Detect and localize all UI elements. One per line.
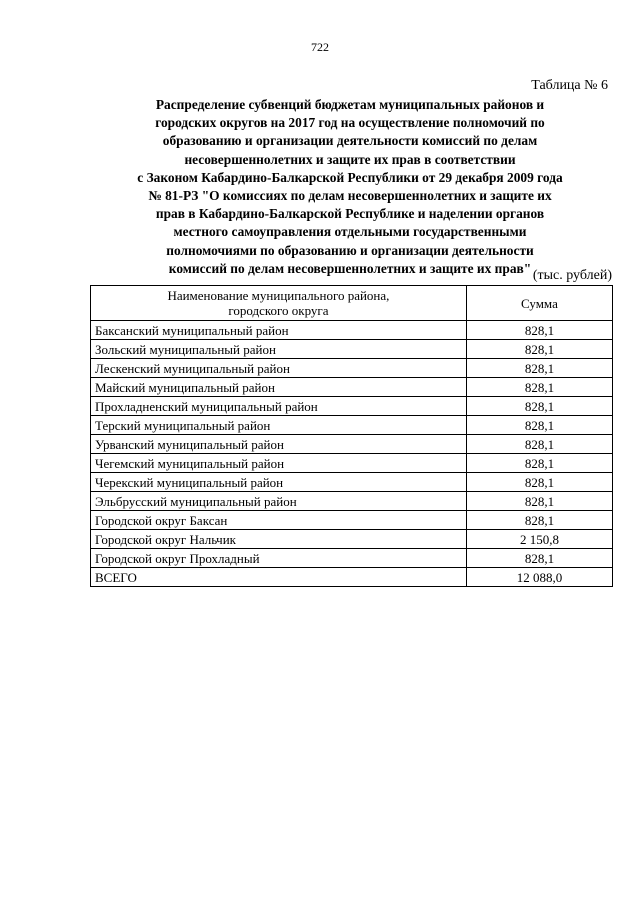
row-sum: 828,1 bbox=[466, 359, 612, 378]
row-sum: 828,1 bbox=[466, 549, 612, 568]
title-line: несовершеннолетних и защите их прав в соответствии bbox=[184, 151, 516, 167]
row-sum: 828,1 bbox=[466, 435, 612, 454]
table-row bbox=[91, 492, 613, 511]
header-sum: Сумма bbox=[466, 286, 612, 321]
document-title bbox=[95, 96, 605, 278]
row-sum: 828,1 bbox=[466, 416, 612, 435]
row-name: Баксанский муниципальный район bbox=[91, 321, 467, 340]
subvention-table bbox=[90, 285, 613, 587]
title-line: Распределение субвенций бюджетам муниципальных районов и bbox=[155, 97, 545, 112]
row-name: Урванский муниципальный район bbox=[91, 435, 467, 454]
row-name: Лескенский муниципальный район bbox=[91, 359, 467, 378]
table-row bbox=[91, 321, 613, 340]
total-sum: 12 088,0 bbox=[466, 568, 612, 587]
table-row bbox=[91, 378, 613, 397]
header-name-line1: Наименование муниципального района, bbox=[167, 288, 390, 303]
row-sum: 828,1 bbox=[466, 397, 612, 416]
header-name bbox=[91, 286, 467, 321]
title-line: комиссий по делам несовершеннолетних и защите их прав" bbox=[168, 260, 532, 276]
units-label: (тыс. рублей) bbox=[532, 268, 612, 283]
row-name: Городской округ Нальчик bbox=[91, 530, 467, 549]
row-name: Эльбрусский муниципальный район bbox=[91, 492, 467, 511]
table-row bbox=[91, 359, 613, 378]
table-row bbox=[91, 454, 613, 473]
row-name: Городской округ Баксан bbox=[91, 511, 467, 530]
title-line: полномочиями по образованию и организации деятельности bbox=[166, 242, 534, 258]
row-sum: 828,1 bbox=[466, 340, 612, 359]
row-name: Прохладненский муниципальный район bbox=[91, 397, 467, 416]
page-number: 722 bbox=[311, 40, 329, 54]
title-line: с Законом Кабардино-Балкарской Республики от 29 декабря 2009 года bbox=[137, 169, 563, 185]
title-line: городских округов на 2017 год на осуществление полномочий по bbox=[155, 115, 545, 131]
row-name: Черекский муниципальный район bbox=[91, 473, 467, 492]
row-name: Городской округ Прохладный bbox=[91, 549, 467, 568]
header-name-line2: городского округа bbox=[228, 303, 329, 318]
row-sum: 828,1 bbox=[466, 473, 612, 492]
row-sum: 828,1 bbox=[466, 321, 612, 340]
row-sum: 828,1 bbox=[466, 454, 612, 473]
title-line: № 81-РЗ "О комиссиях по делам несовершеннолетних и защите их bbox=[148, 188, 552, 204]
title-line: образованию и организации деятельности комиссий по делам bbox=[162, 133, 538, 149]
table-row bbox=[91, 530, 613, 549]
table-row bbox=[91, 435, 613, 454]
table-row bbox=[91, 473, 613, 492]
table-row bbox=[91, 511, 613, 530]
table-header-row bbox=[91, 286, 613, 321]
row-name: Терский муниципальный район bbox=[91, 416, 467, 435]
title-line: местного самоуправления отдельными государственными bbox=[173, 224, 527, 240]
table-row bbox=[91, 397, 613, 416]
row-sum: 828,1 bbox=[466, 511, 612, 530]
title-line: прав в Кабардино-Балкарской Республике и наделении органов bbox=[155, 206, 545, 222]
row-name: Майский муниципальный район bbox=[91, 378, 467, 397]
row-sum: 2 150,8 bbox=[466, 530, 612, 549]
table-label: Таблица № 6 bbox=[531, 78, 608, 93]
row-name: Чегемский муниципальный район bbox=[91, 454, 467, 473]
row-name: Зольский муниципальный район bbox=[91, 340, 467, 359]
table-row bbox=[91, 549, 613, 568]
total-row bbox=[91, 568, 613, 587]
table-row bbox=[91, 416, 613, 435]
total-label: ВСЕГО bbox=[91, 568, 467, 587]
row-sum: 828,1 bbox=[466, 492, 612, 511]
table-row bbox=[91, 340, 613, 359]
row-sum: 828,1 bbox=[466, 378, 612, 397]
